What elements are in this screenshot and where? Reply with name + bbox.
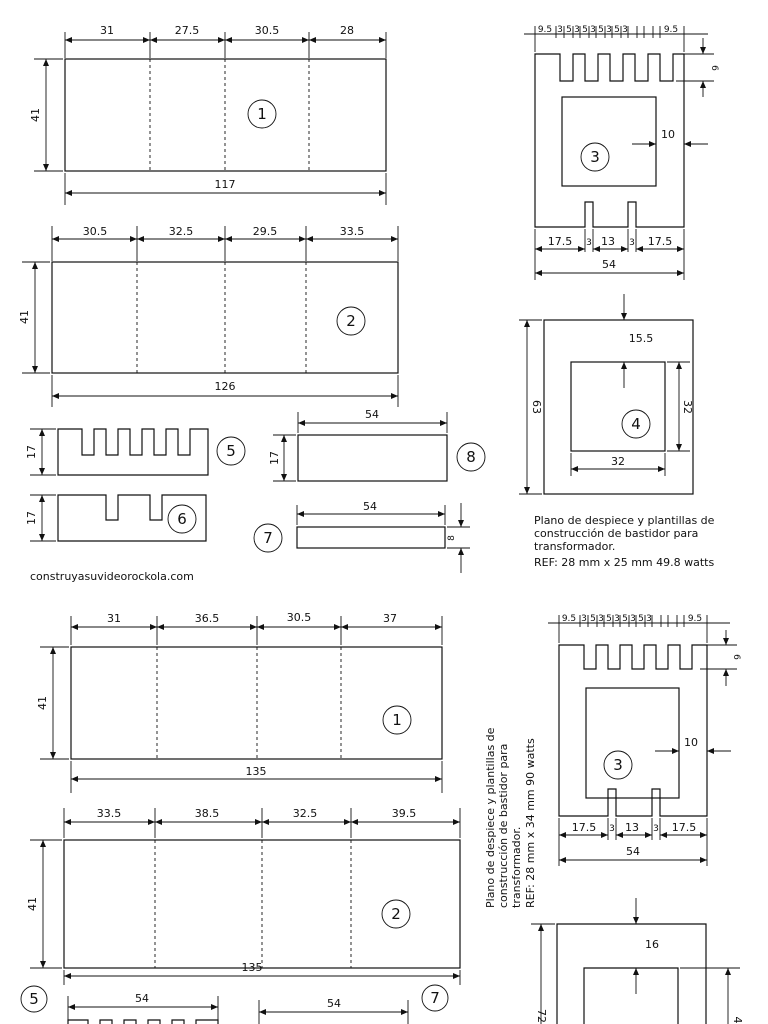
- dim-bottom-seg: 17.5: [547, 235, 573, 248]
- dim-height: 72: [535, 1009, 548, 1023]
- top-piece-6: [25, 495, 206, 541]
- top-piece-4: [519, 294, 694, 494]
- dim-width: 54: [135, 992, 149, 1005]
- dim-inner-height: 32: [681, 400, 694, 414]
- dim-width: 54: [626, 845, 640, 858]
- dim-seg-2: 32.5: [168, 225, 194, 238]
- bottom-piece-1: [36, 611, 442, 793]
- top-piece-8: [268, 408, 485, 481]
- dim-seg-3: 29.5: [252, 225, 278, 238]
- dim-top-seg: 5: [582, 25, 588, 35]
- dim-top-seg: 5: [598, 25, 604, 35]
- dim-top-seg: 5: [566, 25, 572, 35]
- dim-inner-height: 4: [731, 1016, 744, 1024]
- dim-seg-4: 39.5: [391, 807, 417, 820]
- top-piece-3: [524, 25, 719, 280]
- dim-top-seg: 9.5: [561, 614, 577, 624]
- bottom-piece-5: [21, 986, 218, 1024]
- dim-top-gap: 16: [645, 938, 659, 951]
- note-line: REF: 28 mm x 34 mm 90 watts: [524, 738, 537, 908]
- top-piece-1: [29, 24, 386, 205]
- dim-bottom-seg: 3: [653, 824, 659, 834]
- dim-height: 41: [36, 696, 49, 710]
- dim-seg-3: 32.5: [292, 807, 318, 820]
- dim-bottom-seg: 3: [609, 824, 615, 834]
- dim-seg-1: 31: [100, 24, 114, 37]
- note-line: transformador.: [534, 540, 616, 553]
- piece-number: 3: [613, 756, 623, 774]
- dim-top-seg: 3: [630, 614, 636, 624]
- dim-top-seg: 9.5: [537, 25, 553, 35]
- dim-bottom-seg: 17.5: [671, 821, 697, 834]
- dim-seg-2: 38.5: [194, 807, 220, 820]
- dim-height: 41: [26, 897, 39, 911]
- note-line: Plano de despiece y plantillas de: [534, 514, 715, 527]
- dim-bottom-seg: 3: [586, 238, 592, 248]
- dim-slot-depth: 6: [709, 65, 719, 71]
- dim-seg-1: 31: [107, 612, 121, 625]
- dim-top-seg: 3: [606, 25, 612, 35]
- dim-top-seg: 3: [646, 614, 652, 624]
- dim-top-seg: 3: [590, 25, 596, 35]
- dim-bottom-seg: 13: [601, 235, 615, 248]
- dim-seg-4: 28: [340, 24, 354, 37]
- top-piece-2: [18, 225, 398, 407]
- top-note: [534, 514, 715, 569]
- dim-seg-1: 33.5: [96, 807, 122, 820]
- note-line: REF: 28 mm x 25 mm 49.8 watts: [534, 556, 715, 569]
- dim-height: 17: [268, 451, 281, 465]
- dim-width: 54: [365, 408, 379, 421]
- dim-top-seg: 3: [598, 614, 604, 624]
- dim-top-gap: 15.5: [628, 332, 654, 345]
- dim-height: 63: [530, 400, 543, 414]
- bottom-piece-7: [259, 985, 448, 1024]
- site-url: construyasuvideorockola.com: [30, 570, 194, 583]
- top-piece-7: [254, 500, 470, 573]
- piece-number: 1: [257, 105, 267, 123]
- dim-seg-4: 33.5: [339, 225, 365, 238]
- dim-height: 8: [447, 535, 457, 541]
- dim-top-seg: 3: [557, 25, 563, 35]
- piece-number: 8: [466, 448, 476, 466]
- dim-total: 135: [241, 961, 263, 974]
- dim-top-seg: 5: [606, 614, 612, 624]
- dim-width: 54: [602, 258, 616, 271]
- dim-top-seg: 9.5: [663, 25, 679, 35]
- note-line: construcción de bastidor para: [497, 743, 510, 908]
- piece-number: 2: [391, 905, 401, 923]
- dim-width: 54: [327, 997, 341, 1010]
- piece-number: 7: [263, 529, 273, 547]
- dim-height: 41: [18, 310, 31, 324]
- dim-bottom-seg: 17.5: [647, 235, 673, 248]
- dim-seg-1: 30.5: [82, 225, 108, 238]
- note-line: transformador.: [510, 826, 523, 908]
- dim-gap: 10: [661, 128, 675, 141]
- dim-slot-depth: 6: [731, 654, 741, 660]
- dim-top-seg: 3: [581, 614, 587, 624]
- piece-number: 6: [177, 510, 187, 528]
- dim-top-seg: 3: [614, 614, 620, 624]
- note-line: construcción de bastidor para: [534, 527, 699, 540]
- dim-height: 41: [29, 108, 42, 122]
- piece-number: 5: [226, 442, 236, 460]
- dim-seg-2: 27.5: [174, 24, 200, 37]
- bottom-piece-2: [26, 807, 460, 985]
- dim-top-seg: 3: [574, 25, 580, 35]
- dim-total: 126: [214, 380, 236, 393]
- piece-number: 7: [430, 989, 440, 1007]
- dim-bottom-seg: 13: [625, 821, 639, 834]
- piece-number: 5: [29, 990, 39, 1008]
- dim-bottom-seg: 17.5: [571, 821, 597, 834]
- dim-top-seg: 9.5: [687, 614, 703, 624]
- piece-number: 1: [392, 711, 402, 729]
- dim-gap: 10: [684, 736, 698, 749]
- dim-top-seg: 5: [614, 25, 620, 35]
- dim-seg-2: 36.5: [194, 612, 220, 625]
- dim-height: 17: [25, 511, 38, 525]
- top-piece-5: [25, 429, 245, 475]
- dim-top-seg: 5: [638, 614, 644, 624]
- dim-seg-3: 30.5: [254, 24, 280, 37]
- note-line: Plano de despiece y plantillas de: [484, 727, 497, 908]
- dim-height: 17: [25, 445, 38, 459]
- dim-bottom-seg: 3: [629, 238, 635, 248]
- dim-total: 117: [214, 178, 236, 191]
- dim-seg-3: 30.5: [286, 611, 312, 624]
- dim-top-seg: 5: [622, 614, 628, 624]
- dim-seg-4: 37: [383, 612, 397, 625]
- dim-top-seg: 5: [590, 614, 596, 624]
- bottom-piece-4: [531, 898, 744, 1024]
- dim-inner-width: 32: [611, 455, 625, 468]
- dim-top-seg: 3: [622, 25, 628, 35]
- piece-number: 3: [590, 148, 600, 166]
- dim-total: 135: [245, 765, 267, 778]
- dim-width: 54: [363, 500, 377, 513]
- bottom-note: [484, 727, 537, 908]
- piece-number: 2: [346, 312, 356, 330]
- piece-number: 4: [631, 415, 641, 433]
- bottom-piece-3: [548, 614, 741, 866]
